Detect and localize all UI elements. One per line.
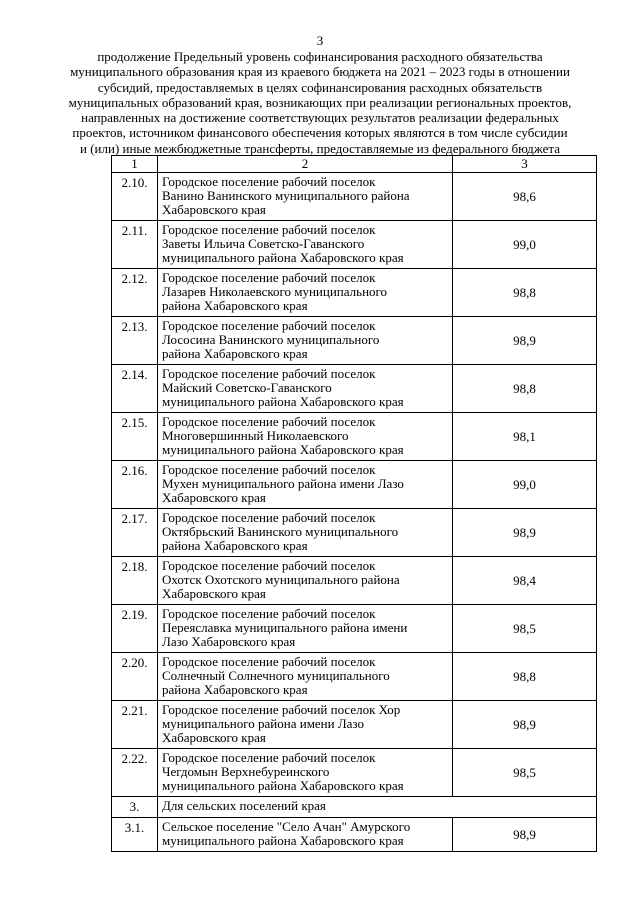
section-title: Для сельских поселений края: [158, 797, 597, 818]
row-name-text: Городское поселение рабочий поселок Солнечный Солнечного муниципального района Хабаровского края: [162, 654, 390, 697]
table-row: [112, 269, 597, 317]
row-number: 2.11.: [112, 221, 158, 269]
row-name: [158, 461, 453, 509]
row-number: 2.19.: [112, 605, 158, 653]
subsidy-table: [111, 155, 597, 852]
table-row: [112, 317, 597, 365]
row-name-text: Городское поселение рабочий поселок Мухен муниципального района имени Лазо Хабаровского края: [162, 462, 404, 505]
row-name-text: Городское поселение рабочий поселок Ванино Ванинского муниципального района Хабаровского края: [162, 174, 410, 217]
row-number: 2.13.: [112, 317, 158, 365]
row-value: 98,1: [453, 413, 597, 461]
row-number: 2.18.: [112, 557, 158, 605]
table-row: [112, 557, 597, 605]
row-number: 2.10.: [112, 173, 158, 221]
row-name: [158, 413, 453, 461]
row-name-text: Городское поселение рабочий поселок Майский Советско-Гаванского муниципального района Хабаровского края: [162, 366, 404, 409]
row-name-text: Городское поселение рабочий поселок Октябрьский Ванинского муниципального района Хабаровского края: [162, 510, 399, 553]
row-name: [158, 818, 453, 852]
row-number: 2.16.: [112, 461, 158, 509]
row-name-text: Сельское поселение "Село Ачан" Амурского муниципального района Хабаровского края: [162, 819, 411, 848]
section-number: 3.: [112, 797, 158, 818]
table-row: [112, 701, 597, 749]
header-col-3: 3: [453, 156, 597, 173]
table-row: [112, 173, 597, 221]
row-value: 98,9: [453, 818, 597, 852]
row-name: [158, 173, 453, 221]
table-header-row: [112, 156, 597, 173]
row-name-text: Городское поселение рабочий поселок Чегдомын Верхнебуреинского муниципального района Хабаровского края: [162, 750, 404, 793]
row-number: 2.22.: [112, 749, 158, 797]
row-value: 98,6: [453, 173, 597, 221]
row-value: 98,8: [453, 653, 597, 701]
header-col-1: 1: [112, 156, 158, 173]
row-name-text: Городское поселение рабочий поселок Охотск Охотского муниципального района Хабаровского края: [162, 558, 400, 601]
row-number: 2.20.: [112, 653, 158, 701]
table-row: [112, 653, 597, 701]
row-name: [158, 557, 453, 605]
row-name: [158, 749, 453, 797]
row-name: [158, 653, 453, 701]
row-value: 98,9: [453, 509, 597, 557]
table-row: [112, 413, 597, 461]
row-value: 98,8: [453, 269, 597, 317]
row-name: [158, 221, 453, 269]
row-number: 2.12.: [112, 269, 158, 317]
row-name-text: Городское поселение рабочий поселок Лососина Ванинского муниципального района Хабаровского края: [162, 318, 380, 361]
table-row: [112, 365, 597, 413]
row-name-text: Городское поселение рабочий поселок Переяславка муниципального района имени Лазо Хабаровского края: [162, 606, 408, 649]
row-value: 99,0: [453, 461, 597, 509]
table-row: [112, 221, 597, 269]
row-value: 98,5: [453, 749, 597, 797]
table-row: [112, 509, 597, 557]
row-value: 98,8: [453, 365, 597, 413]
document-heading: [0, 49, 640, 156]
section-row: [112, 797, 597, 818]
row-number: 2.21.: [112, 701, 158, 749]
row-number: 3.1.: [112, 818, 158, 852]
row-value: 99,0: [453, 221, 597, 269]
row-name-text: Городское поселение рабочий поселок Лазарев Николаевского муниципального района Хабаровского края: [162, 270, 388, 313]
table-row: [112, 461, 597, 509]
header-col-2: 2: [158, 156, 453, 173]
row-value: 98,4: [453, 557, 597, 605]
row-name: [158, 365, 453, 413]
table-row: [112, 749, 597, 797]
row-number: 2.15.: [112, 413, 158, 461]
row-value: 98,5: [453, 605, 597, 653]
row-name-text: Городское поселение рабочий поселок Заветы Ильича Советско-Гаванского муниципального района Хабаровского края: [162, 222, 404, 265]
row-name: [158, 269, 453, 317]
row-number: 2.17.: [112, 509, 158, 557]
row-name: [158, 317, 453, 365]
table-row: [112, 818, 597, 852]
row-value: 98,9: [453, 317, 597, 365]
row-name: [158, 605, 453, 653]
row-name-text: Городское поселение рабочий поселок Хор муниципального района имени Лазо Хабаровского края: [162, 702, 401, 745]
row-value: 98,9: [453, 701, 597, 749]
page-number: 3: [316, 33, 324, 48]
table-row: [112, 605, 597, 653]
row-name: [158, 509, 453, 557]
heading-text: продолжение Предельный уровень софинансирования расходного обязательства муниципального образования края из краевого бюджета на 2021 – 2023 годы в отношении субсидий, предоставляемых в целях софинансирования расходных обязательств муниципальных образований края, возникающих при реализации региональных проектов, направленных на достижение соответствующих результатов реализации федеральных проектов, источником финансового обеспечения которых являются в том числе субсидии и (или) иные межбюджетные трансферты, предоставляемые из федерального бюджета: [68, 49, 572, 156]
row-number: 2.14.: [112, 365, 158, 413]
row-name: [158, 701, 453, 749]
row-name-text: Городское поселение рабочий поселок Многовершинный Николаевского муниципального района Хабаровского края: [162, 414, 404, 457]
